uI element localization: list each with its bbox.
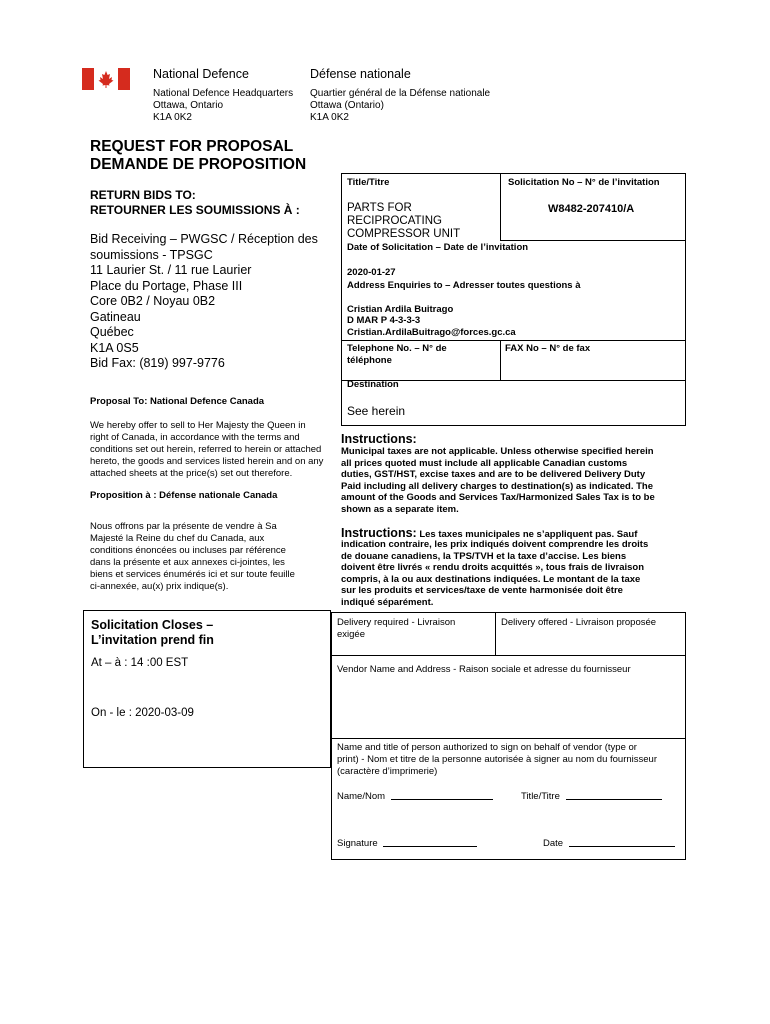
date-input-line[interactable] — [569, 846, 675, 847]
destination-label: Destination — [347, 379, 399, 390]
offer-text-fr: Nous offrons par la présente de vendre à Sa Majesté la Reine du chef du Canada, aux conditions énoncées ou incluses par référence dans la présente et aux annexes ci-jointes, les biens et services énumérés ici et sur toute feuille ci-annexée, au(x) prix indique(s). — [90, 521, 295, 592]
signature-label: Signature — [337, 838, 378, 849]
closing-heading: Solicitation Closes – L’invitation prend fin — [91, 618, 214, 647]
title-field[interactable] — [521, 791, 662, 803]
delivery-offered-label[interactable]: Delivery offered - Livraison proposée — [501, 617, 657, 628]
hq-address-fr: Quartier général de la Défense nationale Ottawa (Ontario) K1A 0K2 — [310, 88, 491, 123]
name-input-line[interactable] — [391, 799, 493, 800]
phone-label: Telephone No. – N° de téléphone — [347, 343, 447, 366]
destination-value: See herein — [347, 404, 406, 418]
grid-divider — [331, 738, 686, 739]
grid-divider — [331, 655, 686, 656]
name-label: Name/Nom — [337, 791, 386, 802]
date-label: Date — [543, 838, 564, 849]
grid-divider — [500, 240, 686, 241]
grid-divider — [500, 173, 501, 240]
solicitation-closes-box — [83, 610, 331, 768]
solicitation-number: W8482-207410/A — [548, 203, 635, 215]
solicitation-date-label: Date of Solicitation – Date de l’invitation — [347, 242, 529, 253]
proposal-to-fr: Proposition à : Défense nationale Canada — [90, 490, 278, 501]
solicitation-date: 2020-01-27 — [347, 267, 396, 278]
grid-divider — [500, 340, 501, 380]
instructions-text-en: Municipal taxes are not applicable. Unless otherwise specified herein all prices quoted must include all applicable Canadian customs duties, GST/HST, excise taxes and are to be delivered Delivery Duty Paid including all delivery charges to destination(s) as indicated. The amount of the Goods and Services Tax/Harmonized Sales Tax is to be shown as a separate item. — [341, 446, 655, 515]
title-field-label: Title/Titre — [521, 791, 560, 802]
dept-name-en: National Defence — [153, 67, 249, 81]
solicitation-label: Solicitation No – N° de l’invitation — [508, 177, 660, 188]
proposal-to-en: Proposal To: National Defence Canada — [90, 396, 265, 407]
name-field[interactable] — [337, 791, 493, 803]
dept-name-fr: Défense nationale — [310, 67, 411, 81]
title-value: PARTS FOR RECIPROCATING COMPRESSOR UNIT — [347, 202, 461, 240]
title-input-line[interactable] — [566, 799, 662, 800]
page-title: REQUEST FOR PROPOSAL — [90, 138, 294, 155]
contact-name: Cristian Ardila Buitrago — [347, 304, 454, 315]
offer-text-en: We hereby offer to sell to Her Majesty the Queen in right of Canada, in accordance with the terms and conditions set out herein, referred to herein or attached hereto, the goods and services listed herein and on any attached sheets at the price(s) set out therefore. — [90, 420, 324, 479]
return-bids-heading-en: RETURN BIDS TO: — [90, 188, 196, 202]
date-field[interactable] — [543, 838, 675, 850]
hq-address-en: National Defence Headquarters Ottawa, Ontario K1A 0K2 — [153, 88, 294, 123]
closing-date: On - le : 2020-03-09 — [91, 707, 194, 719]
instructions-heading-fr: Instructions: — [341, 526, 417, 540]
closing-time: At – à : 14 :00 EST — [91, 657, 189, 669]
vendor-name-label[interactable]: Vendor Name and Address - Raison sociale et adresse du fournisseur — [337, 664, 631, 675]
canada-flag-icon — [82, 68, 130, 90]
grid-divider — [341, 340, 686, 341]
return-bids-heading-fr: RETOURNER LES SOUMISSIONS À : — [90, 203, 300, 217]
delivery-required-label[interactable]: Delivery required - Livraison exigée — [337, 617, 456, 640]
instructions-heading-en: Instructions: — [341, 432, 417, 446]
page-subtitle: DEMANDE DE PROPOSITION — [90, 156, 307, 173]
grid-divider — [495, 612, 496, 655]
instructions-text-fr: indication contraire, les prix indiqués doivent comprendre les droits de douane canadiens, la TPS/TVH et la taxe d’accise. Les biens doivent être livrés « rendu droits acquittés », tous frais de livraison compris, à la ou aux destinations indiquées. Le montant de la taxe sur les produits et services/taxe de vente harmonisée doit être indiqué séparément. — [341, 539, 649, 608]
title-label: Title/Titre — [347, 177, 390, 188]
return-bids-address: Bid Receiving – PWGSC / Réception des soumissions - TPSGC 11 Laurier St. / 11 rue Laurier Place du Portage, Phase III Core 0B2 / Noyau 0B2 Gatineau Québec K1A 0S5 Bid Fax: (819) 997-9776 — [90, 232, 318, 370]
signature-input-line[interactable] — [383, 846, 477, 847]
contact-email[interactable]: Cristian.ArdilaBuitrago@forces.gc.ca — [347, 327, 516, 338]
vendor-grid — [331, 612, 686, 860]
contact-code: D MAR P 4-3-3-3 — [347, 315, 421, 326]
instructions-first-line-fr: Les taxes municipales ne s’appliquent pas. Sauf — [416, 529, 638, 540]
signature-field[interactable] — [337, 838, 477, 850]
authorized-signer-label: Name and title of person authorized to sign on behalf of vendor (type or print) - Nom et titre de la personne autorisée à signer au nom du fournisseur (caractère d’imprimerie) — [337, 742, 657, 777]
enquiries-label: Address Enquiries to – Adresser toutes questions à — [347, 280, 581, 291]
fax-label: FAX No – N° de fax — [505, 343, 591, 354]
